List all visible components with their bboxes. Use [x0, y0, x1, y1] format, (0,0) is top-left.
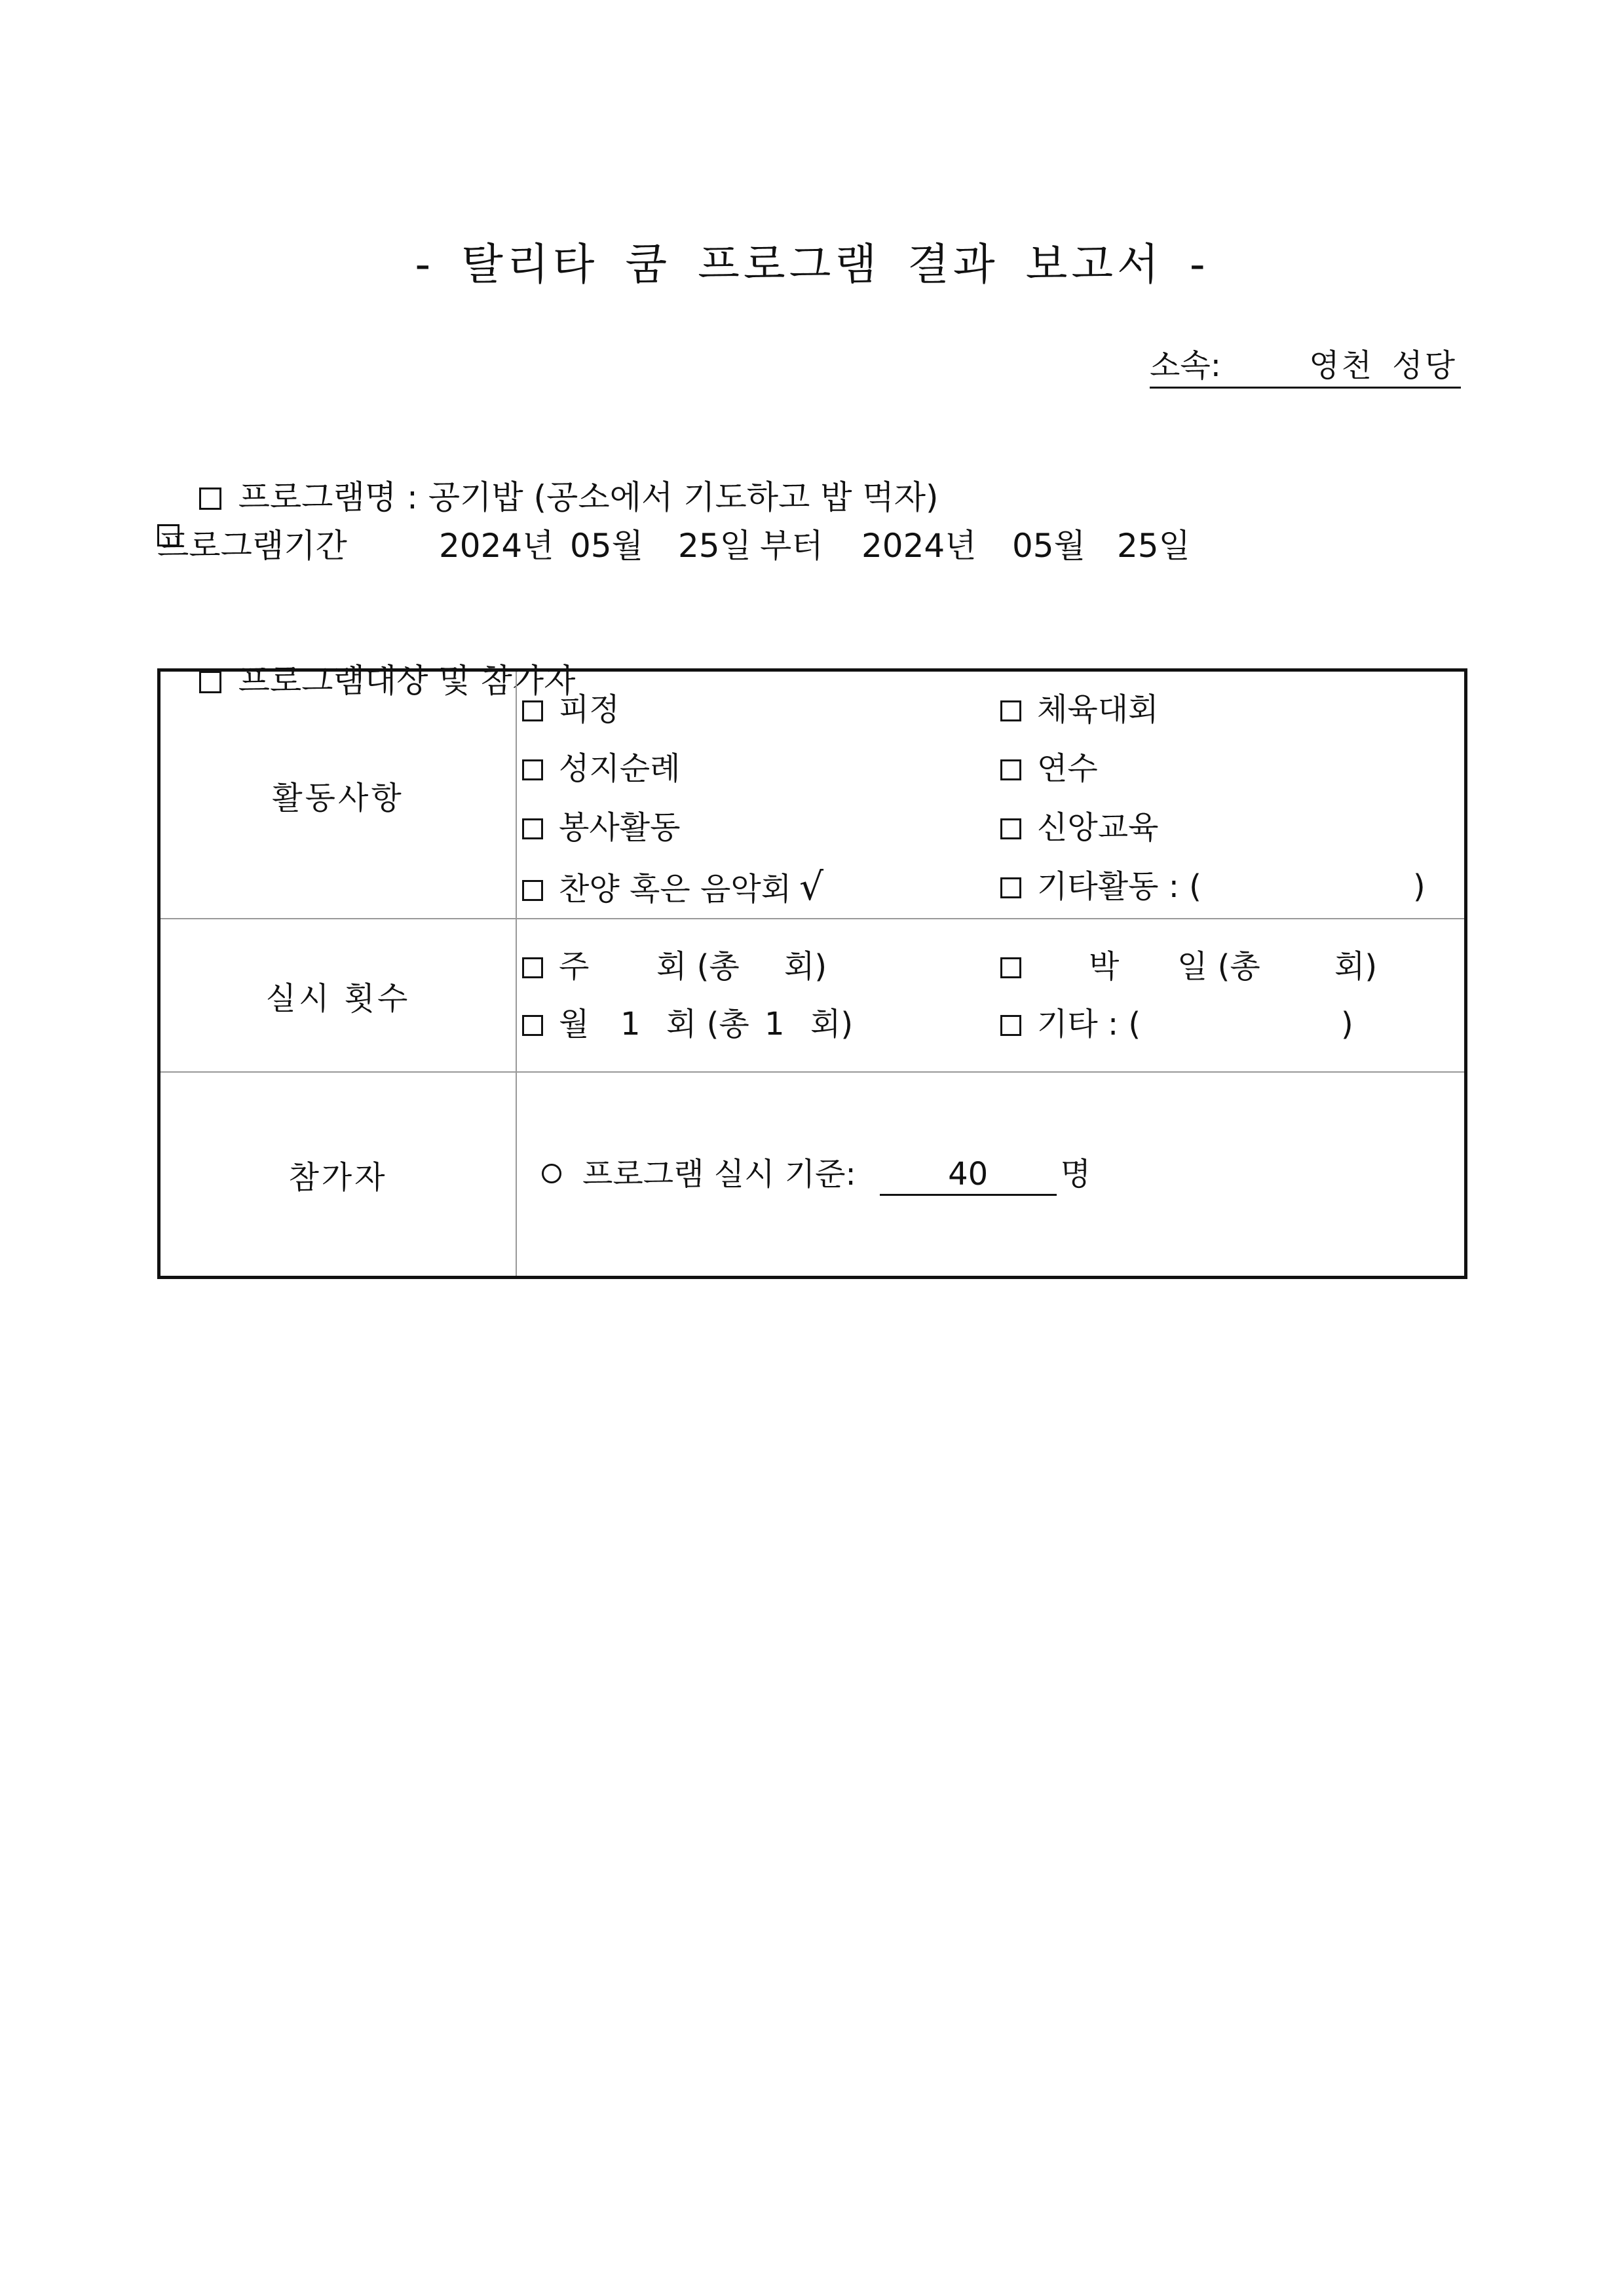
checkbox-icon [199, 488, 221, 510]
participants-text: 프로그램 실시 기준: [582, 1156, 856, 1193]
participants-label: 참가자 [159, 1072, 517, 1278]
activity-label: 피정 [559, 691, 620, 728]
end-day: 25일 [1117, 527, 1190, 565]
frequency-label: 실시 횟수 [159, 919, 517, 1072]
checkbox-icon[interactable] [1000, 877, 1021, 898]
activity-label: 찬양 혹은 음악회 [559, 871, 792, 908]
program-period-label: 프로그램기간 [157, 527, 347, 565]
participants-line [542, 1153, 1091, 1196]
activities-cell [516, 670, 1466, 919]
activity-label: 신앙교육 [1037, 809, 1159, 846]
program-name-sep: : [406, 478, 418, 516]
activity-option[interactable] [522, 808, 680, 847]
checkbox-icon[interactable] [522, 1015, 543, 1036]
end-year: 2024년 [861, 527, 977, 565]
other-frequency-label: 기타 : ( [1037, 1006, 1141, 1043]
program-name-value: 공기밥 (공소에서 기도하고 밥 먹자) [428, 478, 939, 516]
start-year: 2024년 [439, 527, 554, 565]
program-name-label: 프로그램명 [238, 478, 397, 516]
monthly-total-unit: 회) [810, 1006, 854, 1043]
overnight-total-unit: 회) [1334, 948, 1378, 985]
activity-option[interactable] [1000, 867, 1426, 906]
affiliation-value: 영천 성당 [1309, 347, 1457, 384]
period-from: 부터 [760, 527, 823, 565]
monthly-unit: 월 [559, 1006, 590, 1043]
checkbox-icon[interactable] [1000, 759, 1021, 780]
overnight-day-label: 일 (총 [1177, 948, 1260, 985]
activity-option[interactable] [1000, 690, 1158, 729]
activity-option[interactable] [522, 749, 680, 788]
activity-option[interactable] [522, 690, 620, 729]
activity-label: 봉사활동 [559, 809, 681, 846]
frequency-cell [516, 919, 1466, 1072]
activity-option[interactable] [1000, 749, 1098, 788]
checkbox-icon[interactable] [1000, 1015, 1021, 1036]
weekly-total-label: 회 (총 [656, 948, 740, 985]
checkbox-icon[interactable] [1000, 700, 1021, 721]
checkbox-icon[interactable] [522, 700, 543, 721]
monthly-total-label: 회 (총 [666, 1006, 749, 1043]
weekly-total-unit: 회) [784, 948, 827, 985]
participants-cell [516, 1072, 1466, 1278]
participants-count: 40 [880, 1155, 1057, 1196]
target-label: 프로그램대상 및 참가자 [238, 662, 576, 700]
other-frequency-close: ) [1341, 1006, 1353, 1043]
activities-row [159, 670, 1466, 919]
activity-close-paren: ) [1413, 868, 1426, 905]
weekly-unit: 주 [559, 948, 590, 985]
participants-unit: 명 [1060, 1156, 1091, 1193]
document-title: - 탈리타 쿰 프로그램 결과 보고서 - [415, 239, 1209, 290]
monthly-count: 1 [620, 1006, 641, 1043]
circle-bullet-icon [542, 1164, 561, 1183]
activity-option[interactable] [1000, 808, 1158, 847]
start-month: 05월 [570, 527, 643, 565]
overnight-option[interactable] [1000, 947, 1393, 986]
participants-row [159, 1072, 1466, 1278]
program-table [157, 668, 1467, 1279]
checkbox-icon[interactable] [522, 957, 543, 978]
activity-label: 체육대회 [1037, 691, 1159, 728]
monthly-option[interactable] [522, 1004, 981, 1044]
overnight-unit: 박 [1089, 948, 1120, 985]
activity-label: 성지순례 [559, 750, 681, 787]
checkbox-icon[interactable] [522, 818, 543, 839]
weekly-option[interactable] [522, 947, 981, 986]
start-day: 25일 [678, 527, 751, 565]
other-frequency-option[interactable] [1000, 1004, 1393, 1044]
checkbox-icon[interactable] [1000, 957, 1021, 978]
frequency-row [159, 919, 1466, 1072]
end-month: 05월 [1012, 527, 1086, 565]
check-mark-icon: √ [799, 864, 824, 909]
affiliation-label: 소속: [1150, 347, 1221, 384]
activities-label: 활동사항 [159, 670, 517, 919]
activity-option[interactable] [522, 864, 824, 909]
activity-label: 기타활동 : ( [1037, 868, 1201, 905]
checkbox-icon[interactable] [522, 880, 543, 901]
program-period-row [157, 524, 1467, 567]
checkbox-icon[interactable] [1000, 818, 1021, 839]
activity-label: 연수 [1037, 750, 1098, 787]
checkbox-icon[interactable] [522, 759, 543, 780]
affiliation-field [1150, 346, 1461, 389]
monthly-total: 1 [765, 1006, 785, 1043]
